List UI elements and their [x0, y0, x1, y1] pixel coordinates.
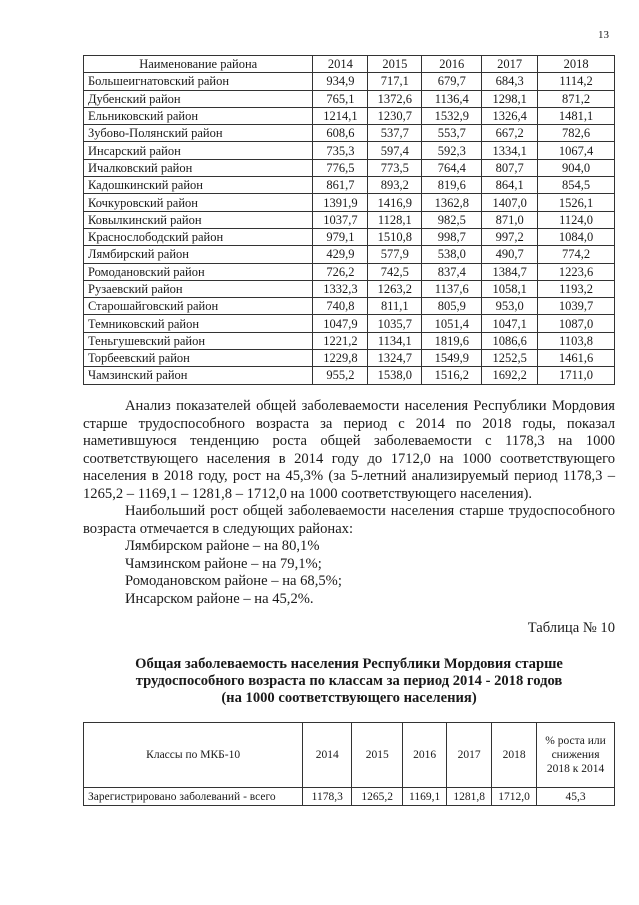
- cell: 577,9: [368, 246, 422, 263]
- table-row: [84, 350, 615, 367]
- cell: 490,7: [482, 246, 538, 263]
- cell: 807,7: [482, 159, 538, 176]
- cell: 537,7: [368, 125, 422, 142]
- cell: 1169,1: [403, 788, 447, 806]
- row-label: Зарегистрировано заболеваний - всего: [84, 788, 303, 806]
- cell: 1481,1: [538, 107, 615, 124]
- cell: 1362,8: [422, 194, 482, 211]
- cell: 1461,6: [538, 350, 615, 367]
- cell: 1265,2: [352, 788, 403, 806]
- cell: 1324,7: [368, 350, 422, 367]
- icd-classes-table: [83, 722, 615, 806]
- cell: 1128,1: [368, 211, 422, 228]
- list-item: Инсарском районе – на 45,2%.: [125, 590, 314, 607]
- paragraph: Наибольший рост общей заболеваемости населения старше трудоспособного возраста отмечается в следующих районах:: [83, 503, 615, 537]
- table-row: [84, 125, 615, 142]
- cell: 871,2: [538, 90, 615, 107]
- row-label: Дубенский район: [84, 90, 313, 107]
- cell: 679,7: [422, 73, 482, 90]
- row-label: Чамзинский район: [84, 367, 313, 384]
- cell: 2014: [303, 723, 352, 788]
- cell: 1086,6: [482, 332, 538, 349]
- cell: 1087,0: [538, 315, 615, 332]
- cell: 1221,2: [313, 332, 368, 349]
- table-header-row: [84, 723, 615, 788]
- paragraph: Анализ показателей общей заболеваемости населения Республики Мордовия старше трудоспособного возраста за период с 2014 по 2018 годы, показал наметившуюся тенденцию роста общей заболеваемости с 1178,3 на 1000 соответствующего населения в 2014 году до 1712,0 на 1000 соответствующего населения в 2018 году, рост на 45,3% (за 5-летний анализируемый период 1178,3 – 1265,2 – 1169,1 – 1281,8 – 1712,0 на 1000 соответствующего населения).: [83, 398, 615, 502]
- table-row: [84, 73, 615, 90]
- cell: 1047,1: [482, 315, 538, 332]
- cell: 429,9: [313, 246, 368, 263]
- cell: 982,5: [422, 211, 482, 228]
- cell: 979,1: [313, 228, 368, 245]
- table-row: [84, 280, 615, 297]
- title-line: (на 1000 соответствующего населения): [221, 690, 477, 706]
- cell: 1692,2: [482, 367, 538, 384]
- cell: 1193,2: [538, 280, 615, 297]
- cell: 742,5: [368, 263, 422, 280]
- row-label: Теньгушевский район: [84, 332, 313, 349]
- cell: 1334,1: [482, 142, 538, 159]
- table-row: [84, 159, 615, 176]
- cell: 1037,7: [313, 211, 368, 228]
- cell: 1058,1: [482, 280, 538, 297]
- cell: 1178,3: [303, 788, 352, 806]
- cell: 1263,2: [368, 280, 422, 297]
- cell: % роста или снижения 2018 к 2014: [537, 723, 615, 788]
- cell: 2015: [352, 723, 403, 788]
- cell: 1039,7: [538, 298, 615, 315]
- table-title: [83, 656, 615, 707]
- cell: 592,3: [422, 142, 482, 159]
- cell: 1252,5: [482, 350, 538, 367]
- row-label: Лямбирский район: [84, 246, 313, 263]
- table-row: [84, 263, 615, 280]
- cell: 955,2: [313, 367, 368, 384]
- table-row: [84, 90, 615, 107]
- table-row: [84, 246, 615, 263]
- district-morbidity-table: [83, 55, 615, 385]
- list-item: Ромодановском районе – на 68,5%;: [125, 573, 342, 589]
- cell: 997,2: [482, 228, 538, 245]
- cell: 1326,4: [482, 107, 538, 124]
- cell: 998,7: [422, 228, 482, 245]
- cell: 774,2: [538, 246, 615, 263]
- cell: 1819,6: [422, 332, 482, 349]
- row-label: Зубово-Полянский район: [84, 125, 313, 142]
- row-label: Ельниковский район: [84, 107, 313, 124]
- cell: 2014: [313, 56, 368, 73]
- cell: 1134,1: [368, 332, 422, 349]
- row-label: Кадошкинский район: [84, 177, 313, 194]
- cell: 2018: [492, 723, 537, 788]
- analysis-text: [83, 398, 615, 608]
- cell: 1516,2: [422, 367, 482, 384]
- table-row: [84, 332, 615, 349]
- cell: 1332,3: [313, 280, 368, 297]
- row-label: Большеигнатовский район: [84, 73, 313, 90]
- cell: 765,1: [313, 90, 368, 107]
- cell: 893,2: [368, 177, 422, 194]
- cell: 1510,8: [368, 228, 422, 245]
- cell: 1711,0: [538, 367, 615, 384]
- cell: 782,6: [538, 125, 615, 142]
- cell: 805,9: [422, 298, 482, 315]
- cell: 2015: [368, 56, 422, 73]
- cell: 2017: [447, 723, 492, 788]
- cell: 735,3: [313, 142, 368, 159]
- cell: 740,8: [313, 298, 368, 315]
- cell: 953,0: [482, 298, 538, 315]
- cell: 934,9: [313, 73, 368, 90]
- cell: 1416,9: [368, 194, 422, 211]
- cell: 1549,9: [422, 350, 482, 367]
- page-number: 13: [598, 29, 609, 41]
- cell: 864,1: [482, 177, 538, 194]
- cell: 1281,8: [447, 788, 492, 806]
- cell: 1137,6: [422, 280, 482, 297]
- cell: 1391,9: [313, 194, 368, 211]
- cell: 1532,9: [422, 107, 482, 124]
- cell: 1372,6: [368, 90, 422, 107]
- table-row: [84, 315, 615, 332]
- cell: 667,2: [482, 125, 538, 142]
- cell: 837,4: [422, 263, 482, 280]
- list-item: Чамзинском районе – на 79,1%;: [125, 555, 322, 572]
- cell: 871,0: [482, 211, 538, 228]
- cell: 776,5: [313, 159, 368, 176]
- cell: 861,7: [313, 177, 368, 194]
- cell: 764,4: [422, 159, 482, 176]
- cell: 1051,4: [422, 315, 482, 332]
- cell: 904,0: [538, 159, 615, 176]
- row-label: Кочкуровский район: [84, 194, 313, 211]
- row-label: Старошайговский район: [84, 298, 313, 315]
- cell: 2016: [422, 56, 482, 73]
- cell: 684,3: [482, 73, 538, 90]
- cell: 1538,0: [368, 367, 422, 384]
- title-line: трудоспособного возраста по классам за период 2014 - 2018 годов: [135, 673, 563, 689]
- cell: 1229,8: [313, 350, 368, 367]
- cell: 773,5: [368, 159, 422, 176]
- cell: 811,1: [368, 298, 422, 315]
- table-row: [84, 298, 615, 315]
- cell: 1526,1: [538, 194, 615, 211]
- cell: 1712,0: [492, 788, 537, 806]
- cell: 854,5: [538, 177, 615, 194]
- cell: 608,6: [313, 125, 368, 142]
- row-label: Ичалковский район: [84, 159, 313, 176]
- row-label: Инсарский район: [84, 142, 313, 159]
- cell: 1214,1: [313, 107, 368, 124]
- cell: 1047,9: [313, 315, 368, 332]
- row-label: Краснослободский район: [84, 228, 313, 245]
- cell: 1407,0: [482, 194, 538, 211]
- cell: 726,2: [313, 263, 368, 280]
- cell: 2016: [403, 723, 447, 788]
- cell: 2017: [482, 56, 538, 73]
- row-label: Классы по МКБ-10: [84, 723, 303, 788]
- cell: 45,3: [537, 788, 615, 806]
- row-label: Рузаевский район: [84, 280, 313, 297]
- table-row: [84, 107, 615, 124]
- cell: 1124,0: [538, 211, 615, 228]
- row-label: Наименование района: [84, 56, 313, 73]
- cell: 717,1: [368, 73, 422, 90]
- table-number: Таблица № 10: [527, 620, 615, 636]
- cell: 1114,2: [538, 73, 615, 90]
- table-row: [84, 194, 615, 211]
- cell: 1384,7: [482, 263, 538, 280]
- table-row: [84, 177, 615, 194]
- cell: 1035,7: [368, 315, 422, 332]
- list-item: Лямбирском районе – на 80,1%: [125, 538, 320, 554]
- cell: 1067,4: [538, 142, 615, 159]
- cell: 1298,1: [482, 90, 538, 107]
- cell: 1084,0: [538, 228, 615, 245]
- table-row: [84, 367, 615, 384]
- cell: 1230,7: [368, 107, 422, 124]
- table-row: [84, 788, 615, 806]
- table-row: [84, 228, 615, 245]
- cell: 819,6: [422, 177, 482, 194]
- row-label: Ромодановский район: [84, 263, 313, 280]
- cell: 1103,8: [538, 332, 615, 349]
- cell: 538,0: [422, 246, 482, 263]
- row-label: Ковылкинский район: [84, 211, 313, 228]
- row-label: Темниковский район: [84, 315, 313, 332]
- cell: 2018: [538, 56, 615, 73]
- table-row: [84, 211, 615, 228]
- cell: 1136,4: [422, 90, 482, 107]
- table-row: [84, 142, 615, 159]
- cell: 597,4: [368, 142, 422, 159]
- cell: 1223,6: [538, 263, 615, 280]
- cell: 553,7: [422, 125, 482, 142]
- title-line: Общая заболеваемость населения Республики Мордовия старше: [135, 656, 563, 672]
- row-label: Торбеевский район: [84, 350, 313, 367]
- table-header-row: [84, 56, 615, 73]
